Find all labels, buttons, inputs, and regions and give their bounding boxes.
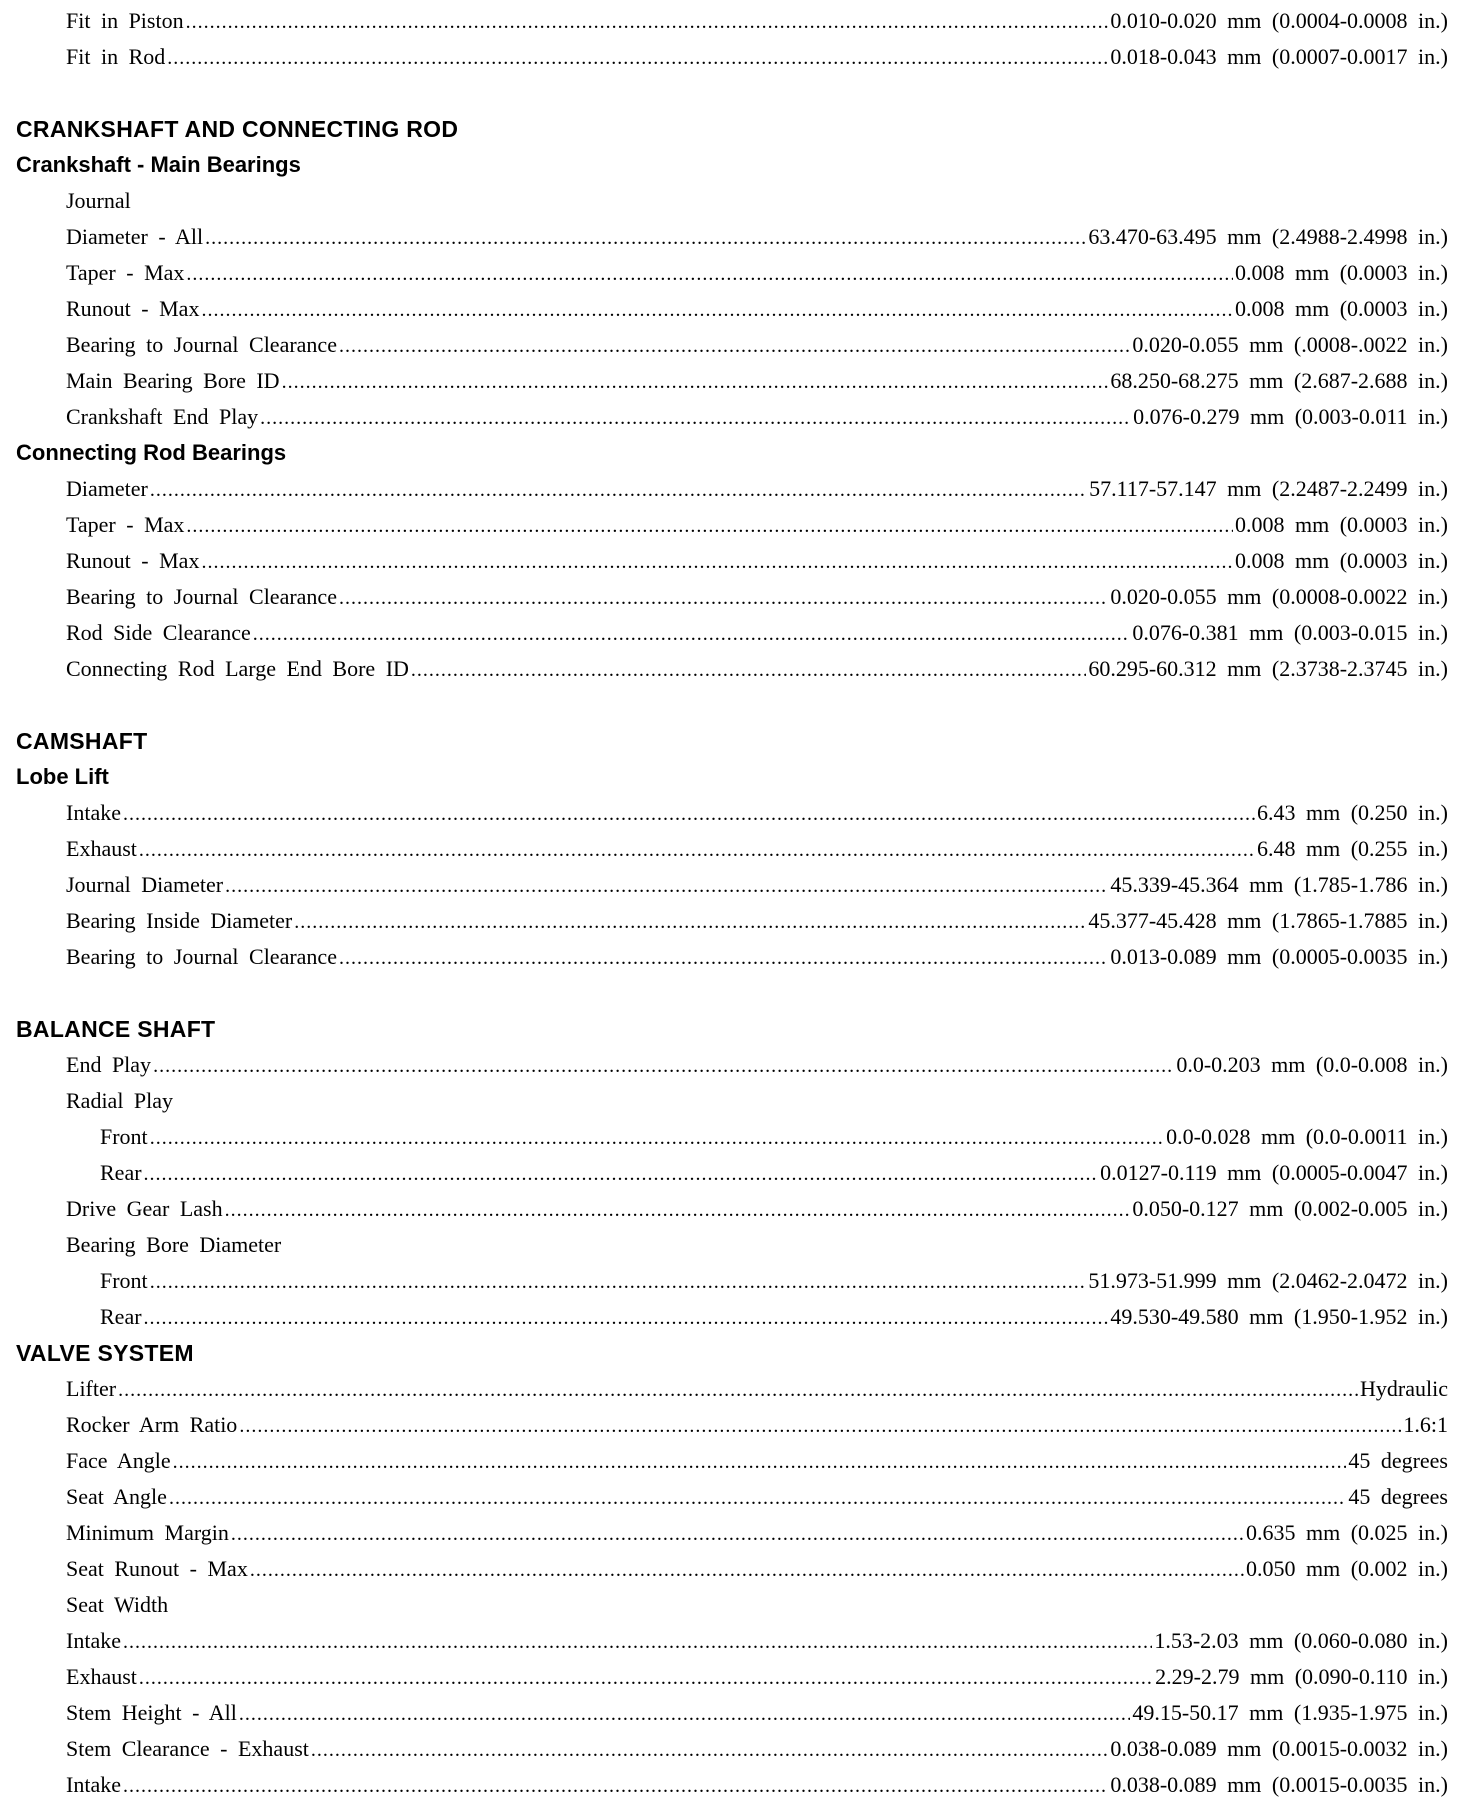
spec-label: Front — [100, 1124, 148, 1149]
spec-row-runout-max — [0, 291, 1472, 327]
dot-leader — [339, 588, 1108, 615]
subsection-heading — [0, 147, 1472, 183]
spec-label: Bearing to Journal Clearance — [66, 944, 337, 969]
spec-value: 0.076-0.381 mm (0.003-0.015 in.) — [1132, 620, 1448, 645]
dot-leader — [411, 660, 1086, 687]
spec-label: Connecting Rod Large End Bore ID — [66, 656, 409, 681]
spec-value: 0.050 mm (0.002 in.) — [1246, 1556, 1448, 1581]
spec-value: 49.15-50.17 mm (1.935-1.975 in.) — [1132, 1700, 1448, 1725]
dot-leader — [186, 516, 1233, 543]
spec-row-taper-max — [0, 255, 1472, 291]
dot-leader — [118, 1380, 1358, 1407]
spec-value: 0.013-0.089 mm (0.0005-0.0035 in.) — [1110, 944, 1448, 969]
spec-value: 0.038-0.089 mm (0.0015-0.0032 in.) — [1110, 1736, 1448, 1761]
heading-text: CRANKSHAFT AND CONNECTING ROD — [16, 115, 459, 142]
spec-label: Fit in Rod — [66, 44, 166, 69]
spec-value: 49.530-49.580 mm (1.950-1.952 in.) — [1110, 1304, 1448, 1329]
spec-value: 0.008 mm (0.0003 in.) — [1235, 512, 1448, 537]
spec-row-stem-clearance-exhaust — [0, 1731, 1472, 1767]
heading-text: Crankshaft - Main Bearings — [16, 152, 301, 177]
spec-value: Hydraulic — [1360, 1376, 1448, 1401]
spec-row-exhaust — [0, 831, 1472, 867]
dot-leader — [250, 1560, 1244, 1587]
dot-leader — [150, 1272, 1087, 1299]
spec-label: Seat Angle — [66, 1484, 167, 1509]
spec-value: 63.470-63.495 mm (2.4988-2.4998 in.) — [1088, 224, 1448, 249]
spec-row-bearing-to-journal-clearance — [0, 327, 1472, 363]
spec-label: Intake — [66, 800, 121, 825]
spec-value: 0.018-0.043 mm (0.0007-0.0017 in.) — [1110, 44, 1448, 69]
spec-label: Main Bearing Bore ID — [66, 368, 280, 393]
dot-leader — [139, 1668, 1153, 1695]
spec-row-diameter-all — [0, 219, 1472, 255]
subsection-heading — [0, 759, 1472, 795]
section-heading — [0, 723, 1472, 759]
spec-label: Diameter — [66, 476, 148, 501]
spec-label: Exhaust — [66, 836, 137, 861]
spec-label: Rear — [100, 1304, 142, 1329]
spec-row-taper-max — [0, 507, 1472, 543]
spec-value: 1.53-2.03 mm (0.060-0.080 in.) — [1154, 1628, 1448, 1653]
spec-value: 60.295-60.312 mm (2.3738-2.3745 in.) — [1088, 656, 1448, 681]
dot-leader — [339, 336, 1130, 363]
spec-value: 0.020-0.055 mm (0.0008-0.0022 in.) — [1110, 584, 1448, 609]
spec-row-connecting-rod-large-end-bore-id — [0, 651, 1472, 687]
dot-leader — [239, 1704, 1131, 1731]
spec-label: Runout - Max — [66, 296, 200, 321]
dot-leader — [260, 408, 1131, 435]
spec-value: 0.008 mm (0.0003 in.) — [1235, 296, 1448, 321]
spec-value: 6.48 mm (0.255 in.) — [1257, 836, 1448, 861]
spec-row-lifter — [0, 1371, 1472, 1407]
spec-value: 68.250-68.275 mm (2.687-2.688 in.) — [1110, 368, 1448, 393]
spec-label: Intake — [66, 1772, 121, 1797]
section-heading — [0, 111, 1472, 147]
spacer — [0, 687, 1472, 723]
heading-text: CAMSHAFT — [16, 727, 148, 754]
spec-label: Intake — [66, 1628, 121, 1653]
spec-label: Fit in Piston — [66, 8, 184, 33]
dot-leader — [294, 912, 1086, 939]
dot-leader — [282, 372, 1109, 399]
dot-leader — [231, 1524, 1244, 1551]
spec-value: 0.050-0.127 mm (0.002-0.005 in.) — [1132, 1196, 1448, 1221]
spec-label: Bearing Inside Diameter — [66, 908, 293, 933]
spec-label: Seat Runout - Max — [66, 1556, 248, 1581]
heading-text: VALVE SYSTEM — [16, 1339, 194, 1366]
spec-row-drive-gear-lash — [0, 1191, 1472, 1227]
section-heading — [0, 1335, 1472, 1371]
spec-row-bearing-to-journal-clearance — [0, 939, 1472, 975]
spec-label: Taper - Max — [66, 260, 185, 285]
spec-value: 45 degrees — [1348, 1484, 1448, 1509]
spacer — [0, 75, 1472, 111]
spec-label: Minimum Margin — [66, 1520, 229, 1545]
dot-leader — [225, 1200, 1131, 1227]
spacer — [0, 975, 1472, 1011]
spec-row-face-angle — [0, 1443, 1472, 1479]
dot-leader — [186, 264, 1233, 291]
spec-row-crankshaft-end-play — [0, 399, 1472, 435]
spec-value: 45.377-45.428 mm (1.7865-1.7885 in.) — [1088, 908, 1448, 933]
spec-label: Runout - Max — [66, 548, 200, 573]
dot-leader — [186, 12, 1109, 39]
spec-row-main-bearing-bore-id — [0, 363, 1472, 399]
dot-leader — [144, 1308, 1109, 1335]
spec-value: 0.020-0.055 mm (.0008-.0022 in.) — [1132, 332, 1448, 357]
spec-row-bearing-inside-diameter — [0, 903, 1472, 939]
spec-row-seat-runout-max — [0, 1551, 1472, 1587]
spec-row-front — [0, 1263, 1472, 1299]
spec-label: Rear — [100, 1160, 142, 1185]
spec-row-rear — [0, 1299, 1472, 1335]
spec-value: 0.010-0.020 mm (0.0004-0.0008 in.) — [1110, 8, 1448, 33]
spec-row-diameter — [0, 471, 1472, 507]
dot-leader — [123, 1776, 1108, 1803]
spec-label: Stem Height - All — [66, 1700, 237, 1725]
dot-leader — [201, 552, 1233, 579]
dot-leader — [205, 228, 1086, 255]
spec-value: 2.29-2.79 mm (0.090-0.110 in.) — [1155, 1664, 1448, 1689]
spec-value: 6.43 mm (0.250 in.) — [1257, 800, 1448, 825]
spec-label: Bearing to Journal Clearance — [66, 584, 337, 609]
spec-row-journal-diameter — [0, 867, 1472, 903]
dot-leader — [173, 1452, 1347, 1479]
dot-leader — [139, 840, 1255, 867]
subsection-heading — [0, 435, 1472, 471]
spec-label: Lifter — [66, 1376, 117, 1401]
heading-text: Lobe Lift — [16, 764, 109, 789]
dot-leader — [169, 1488, 1346, 1515]
spec-row-end-play — [0, 1047, 1472, 1083]
spec-label: Journal Diameter — [66, 872, 224, 897]
spec-row-bearing-to-journal-clearance — [0, 579, 1472, 615]
dot-leader — [123, 804, 1255, 831]
spec-value: 0.038-0.089 mm (0.0015-0.0035 in.) — [1110, 1772, 1448, 1797]
heading-text: BALANCE SHAFT — [16, 1015, 216, 1042]
spec-row-stem-height-all — [0, 1695, 1472, 1731]
spec-group-label — [0, 183, 1472, 219]
spec-value: 0.076-0.279 mm (0.003-0.011 in.) — [1133, 404, 1448, 429]
spec-row-seat-angle — [0, 1479, 1472, 1515]
spec-label: Stem Clearance - Exhaust — [66, 1736, 309, 1761]
spec-value: 45.339-45.364 mm (1.785-1.786 in.) — [1110, 872, 1448, 897]
dot-leader — [311, 1740, 1108, 1767]
spec-value: 51.973-51.999 mm (2.0462-2.0472 in.) — [1088, 1268, 1448, 1293]
dot-leader — [201, 300, 1233, 327]
spec-label: Crankshaft End Play — [66, 404, 259, 429]
spec-label: Diameter - All — [66, 224, 204, 249]
spec-label: Face Angle — [66, 1448, 171, 1473]
spec-value: 0.0-0.203 mm (0.0-0.008 in.) — [1176, 1052, 1448, 1077]
spec-label: End Play — [66, 1052, 152, 1077]
heading-text: Connecting Rod Bearings — [16, 440, 287, 465]
dot-leader — [253, 624, 1131, 651]
dot-leader — [123, 1632, 1152, 1659]
spec-row-intake — [0, 1623, 1472, 1659]
spec-row-minimum-margin — [0, 1515, 1472, 1551]
spec-row-intake — [0, 795, 1472, 831]
dot-leader — [167, 48, 1108, 75]
spec-label: Rocker Arm Ratio — [66, 1412, 238, 1437]
spec-value: 0.635 mm (0.025 in.) — [1246, 1520, 1448, 1545]
spec-value: 0.008 mm (0.0003 in.) — [1235, 548, 1448, 573]
spec-label: Journal — [66, 188, 131, 213]
spec-value: 1.6:1 — [1403, 1412, 1448, 1437]
section-heading — [0, 1011, 1472, 1047]
spec-group-label — [0, 1227, 1472, 1263]
spec-label: Seat Width — [66, 1592, 169, 1617]
spec-group-label — [0, 1587, 1472, 1623]
spec-row-fit-in-piston — [0, 3, 1472, 39]
dot-leader — [239, 1416, 1401, 1443]
spec-value: 0.0-0.028 mm (0.0-0.0011 in.) — [1166, 1124, 1448, 1149]
spec-label: Radial Play — [66, 1088, 174, 1113]
spec-value: 0.008 mm (0.0003 in.) — [1235, 260, 1448, 285]
spec-label: Bearing to Journal Clearance — [66, 332, 337, 357]
spec-row-rocker-arm-ratio — [0, 1407, 1472, 1443]
spec-value: 57.117-57.147 mm (2.2487-2.2499 in.) — [1089, 476, 1448, 501]
dot-leader — [144, 1164, 1099, 1191]
spec-value: 45 degrees — [1348, 1448, 1448, 1473]
spec-label: Exhaust — [66, 1664, 137, 1689]
spec-document — [0, 3, 1472, 1803]
spec-group-label — [0, 1083, 1472, 1119]
dot-leader — [150, 480, 1087, 507]
spec-label: Taper - Max — [66, 512, 185, 537]
spec-row-exhaust — [0, 1659, 1472, 1695]
spec-label: Front — [100, 1268, 148, 1293]
spec-value: 0.0127-0.119 mm (0.0005-0.0047 in.) — [1100, 1160, 1448, 1185]
spec-label: Rod Side Clearance — [66, 620, 251, 645]
dot-leader — [339, 948, 1108, 975]
spec-row-runout-max — [0, 543, 1472, 579]
dot-leader — [153, 1056, 1174, 1083]
dot-leader — [225, 876, 1108, 903]
spec-row-intake — [0, 1767, 1472, 1803]
spec-row-rod-side-clearance — [0, 615, 1472, 651]
spec-row-rear — [0, 1155, 1472, 1191]
spec-row-fit-in-rod — [0, 39, 1472, 75]
spec-label: Bearing Bore Diameter — [66, 1232, 282, 1257]
spec-row-front — [0, 1119, 1472, 1155]
dot-leader — [150, 1128, 1164, 1155]
spec-label: Drive Gear Lash — [66, 1196, 223, 1221]
